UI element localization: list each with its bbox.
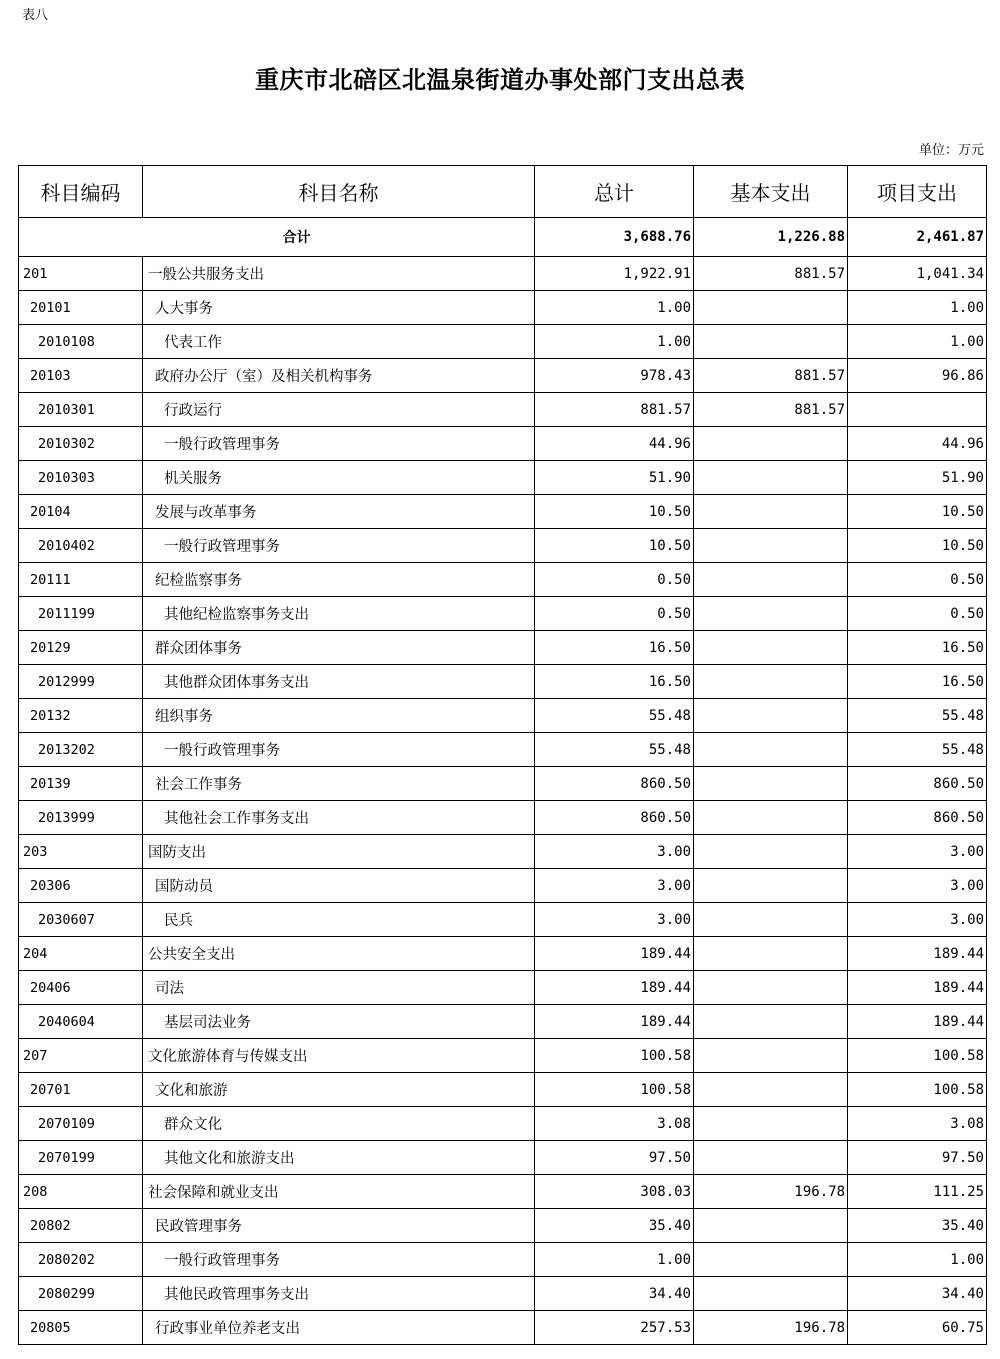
row-name: 其他民政管理事务支出 — [143, 1277, 535, 1311]
row-basic — [694, 767, 848, 801]
table-row — [19, 393, 987, 427]
row-project: 1.00 — [848, 325, 987, 359]
row-basic — [694, 835, 848, 869]
row-project: 60.75 — [848, 1311, 987, 1345]
row-project: 3.00 — [848, 869, 987, 903]
row-code: 2040604 — [19, 1005, 143, 1039]
table-row — [19, 461, 987, 495]
row-code: 20802 — [19, 1209, 143, 1243]
row-basic — [694, 427, 848, 461]
row-basic: 881.57 — [694, 257, 848, 291]
table-row — [19, 1107, 987, 1141]
row-total: 10.50 — [535, 495, 694, 529]
row-code: 20306 — [19, 869, 143, 903]
total-project: 2,461.87 — [848, 218, 987, 257]
row-total: 55.48 — [535, 699, 694, 733]
row-basic — [694, 971, 848, 1005]
header-row — [19, 166, 987, 218]
row-basic — [694, 801, 848, 835]
row-total: 881.57 — [535, 393, 694, 427]
row-basic — [694, 1243, 848, 1277]
row-total: 51.90 — [535, 461, 694, 495]
table-row — [19, 1039, 987, 1073]
table-row — [19, 869, 987, 903]
row-total: 860.50 — [535, 767, 694, 801]
row-name: 民兵 — [143, 903, 535, 937]
row-total: 3.00 — [535, 869, 694, 903]
row-total: 44.96 — [535, 427, 694, 461]
row-basic — [694, 563, 848, 597]
row-name: 政府办公厅（室）及相关机构事务 — [143, 359, 535, 393]
table-row — [19, 665, 987, 699]
table-tag: 表八 — [22, 8, 49, 23]
row-name: 国防动员 — [143, 869, 535, 903]
row-total: 34.40 — [535, 1277, 694, 1311]
table-row — [19, 699, 987, 733]
row-total: 978.43 — [535, 359, 694, 393]
row-total: 97.50 — [535, 1141, 694, 1175]
header-total: 总计 — [535, 166, 694, 218]
row-code: 207 — [19, 1039, 143, 1073]
row-total: 100.58 — [535, 1039, 694, 1073]
table-row — [19, 1005, 987, 1039]
row-project: 1.00 — [848, 291, 987, 325]
table-row — [19, 1311, 987, 1345]
row-total: 189.44 — [535, 971, 694, 1005]
row-name: 机关服务 — [143, 461, 535, 495]
table-row — [19, 767, 987, 801]
total-basic: 1,226.88 — [694, 218, 848, 257]
row-name: 组织事务 — [143, 699, 535, 733]
row-code: 20103 — [19, 359, 143, 393]
row-total: 1.00 — [535, 325, 694, 359]
row-basic — [694, 665, 848, 699]
row-name: 其他文化和旅游支出 — [143, 1141, 535, 1175]
row-code: 204 — [19, 937, 143, 971]
row-total: 35.40 — [535, 1209, 694, 1243]
row-basic — [694, 1209, 848, 1243]
row-basic — [694, 1107, 848, 1141]
row-name: 民政管理事务 — [143, 1209, 535, 1243]
table-row — [19, 631, 987, 665]
row-code: 2030607 — [19, 903, 143, 937]
table-row — [19, 359, 987, 393]
row-project: 97.50 — [848, 1141, 987, 1175]
row-code: 2011199 — [19, 597, 143, 631]
row-total: 3.00 — [535, 903, 694, 937]
total-row — [19, 218, 987, 257]
row-basic — [694, 903, 848, 937]
row-name: 社会工作事务 — [143, 767, 535, 801]
row-code: 208 — [19, 1175, 143, 1209]
table-row — [19, 257, 987, 291]
row-project: 10.50 — [848, 495, 987, 529]
row-total: 10.50 — [535, 529, 694, 563]
row-total: 0.50 — [535, 563, 694, 597]
row-total: 189.44 — [535, 937, 694, 971]
row-project: 35.40 — [848, 1209, 987, 1243]
row-name: 群众团体事务 — [143, 631, 535, 665]
row-code: 20111 — [19, 563, 143, 597]
row-code: 20805 — [19, 1311, 143, 1345]
row-code: 2010303 — [19, 461, 143, 495]
row-code: 20406 — [19, 971, 143, 1005]
row-project: 189.44 — [848, 1005, 987, 1039]
row-basic: 881.57 — [694, 359, 848, 393]
row-name: 行政事业单位养老支出 — [143, 1311, 535, 1345]
row-total: 257.53 — [535, 1311, 694, 1345]
row-basic — [694, 937, 848, 971]
total-label: 合计 — [19, 218, 535, 257]
row-name: 社会保障和就业支出 — [143, 1175, 535, 1209]
row-project: 189.44 — [848, 937, 987, 971]
row-project: 189.44 — [848, 971, 987, 1005]
row-project: 51.90 — [848, 461, 987, 495]
row-code: 2080202 — [19, 1243, 143, 1277]
row-name: 公共安全支出 — [143, 937, 535, 971]
row-code: 2010402 — [19, 529, 143, 563]
row-project: 0.50 — [848, 563, 987, 597]
row-code: 20104 — [19, 495, 143, 529]
row-basic — [694, 597, 848, 631]
row-code: 20101 — [19, 291, 143, 325]
row-basic: 196.78 — [694, 1311, 848, 1345]
row-project: 1,041.34 — [848, 257, 987, 291]
row-total: 1.00 — [535, 1243, 694, 1277]
row-name: 一般行政管理事务 — [143, 529, 535, 563]
table-row — [19, 903, 987, 937]
row-name: 纪检监察事务 — [143, 563, 535, 597]
row-total: 0.50 — [535, 597, 694, 631]
row-project: 16.50 — [848, 665, 987, 699]
row-project: 860.50 — [848, 767, 987, 801]
row-code: 20701 — [19, 1073, 143, 1107]
row-code: 20139 — [19, 767, 143, 801]
row-project — [848, 393, 987, 427]
row-name: 文化和旅游 — [143, 1073, 535, 1107]
row-total: 1.00 — [535, 291, 694, 325]
row-basic — [694, 733, 848, 767]
row-total: 189.44 — [535, 1005, 694, 1039]
table-row — [19, 1243, 987, 1277]
row-project: 55.48 — [848, 699, 987, 733]
row-basic — [694, 461, 848, 495]
row-name: 群众文化 — [143, 1107, 535, 1141]
row-code: 201 — [19, 257, 143, 291]
row-project: 3.08 — [848, 1107, 987, 1141]
table-row — [19, 1209, 987, 1243]
row-code: 2013999 — [19, 801, 143, 835]
row-project: 100.58 — [848, 1073, 987, 1107]
row-code: 20132 — [19, 699, 143, 733]
row-project: 0.50 — [848, 597, 987, 631]
row-project: 3.00 — [848, 903, 987, 937]
row-basic — [694, 1277, 848, 1311]
header-name: 科目名称 — [143, 166, 535, 218]
row-basic — [694, 631, 848, 665]
header-project: 项目支出 — [848, 166, 987, 218]
table-row — [19, 427, 987, 461]
row-basic — [694, 325, 848, 359]
row-total: 55.48 — [535, 733, 694, 767]
row-name: 基层司法业务 — [143, 1005, 535, 1039]
row-code: 2010108 — [19, 325, 143, 359]
table-row — [19, 325, 987, 359]
row-name: 发展与改革事务 — [143, 495, 535, 529]
expenditure-table — [18, 165, 987, 1345]
row-name: 人大事务 — [143, 291, 535, 325]
row-name: 文化旅游体育与传媒支出 — [143, 1039, 535, 1073]
row-project: 96.86 — [848, 359, 987, 393]
row-basic — [694, 529, 848, 563]
row-basic: 881.57 — [694, 393, 848, 427]
row-name: 一般公共服务支出 — [143, 257, 535, 291]
table-row — [19, 801, 987, 835]
table-row — [19, 733, 987, 767]
row-basic — [694, 1073, 848, 1107]
table-row — [19, 1073, 987, 1107]
row-total: 16.50 — [535, 631, 694, 665]
row-name: 其他纪检监察事务支出 — [143, 597, 535, 631]
row-project: 111.25 — [848, 1175, 987, 1209]
row-total: 100.58 — [535, 1073, 694, 1107]
page-title: 重庆市北碚区北温泉街道办事处部门支出总表 — [255, 65, 745, 94]
header-basic: 基本支出 — [694, 166, 848, 218]
row-code: 2080299 — [19, 1277, 143, 1311]
table-row — [19, 495, 987, 529]
header-code: 科目编码 — [19, 166, 143, 218]
row-name: 一般行政管理事务 — [143, 427, 535, 461]
table-row — [19, 529, 987, 563]
row-code: 2070109 — [19, 1107, 143, 1141]
row-name: 行政运行 — [143, 393, 535, 427]
row-basic: 196.78 — [694, 1175, 848, 1209]
row-name: 司法 — [143, 971, 535, 1005]
table-row — [19, 835, 987, 869]
row-basic — [694, 1005, 848, 1039]
table-row — [19, 563, 987, 597]
row-basic — [694, 699, 848, 733]
row-name: 一般行政管理事务 — [143, 733, 535, 767]
row-code: 2010301 — [19, 393, 143, 427]
row-project: 860.50 — [848, 801, 987, 835]
row-project: 44.96 — [848, 427, 987, 461]
row-basic — [694, 869, 848, 903]
table-row — [19, 1277, 987, 1311]
row-project: 1.00 — [848, 1243, 987, 1277]
row-project: 3.00 — [848, 835, 987, 869]
table-row — [19, 291, 987, 325]
table-row — [19, 597, 987, 631]
row-code: 2070199 — [19, 1141, 143, 1175]
row-total: 1,922.91 — [535, 257, 694, 291]
row-total: 308.03 — [535, 1175, 694, 1209]
row-project: 16.50 — [848, 631, 987, 665]
row-basic — [694, 495, 848, 529]
row-code: 203 — [19, 835, 143, 869]
row-total: 3.00 — [535, 835, 694, 869]
row-total: 3.08 — [535, 1107, 694, 1141]
row-total: 860.50 — [535, 801, 694, 835]
unit-label: 单位：万元 — [918, 143, 984, 158]
row-name: 一般行政管理事务 — [143, 1243, 535, 1277]
row-code: 2012999 — [19, 665, 143, 699]
row-name: 其他社会工作事务支出 — [143, 801, 535, 835]
row-project: 55.48 — [848, 733, 987, 767]
table-row — [19, 1141, 987, 1175]
row-basic — [694, 291, 848, 325]
row-name: 国防支出 — [143, 835, 535, 869]
row-code: 2010302 — [19, 427, 143, 461]
table-row — [19, 937, 987, 971]
total-total: 3,688.76 — [535, 218, 694, 257]
row-name: 代表工作 — [143, 325, 535, 359]
row-name: 其他群众团体事务支出 — [143, 665, 535, 699]
row-basic — [694, 1039, 848, 1073]
row-total: 16.50 — [535, 665, 694, 699]
row-code: 2013202 — [19, 733, 143, 767]
row-project: 100.58 — [848, 1039, 987, 1073]
row-code: 20129 — [19, 631, 143, 665]
row-project: 10.50 — [848, 529, 987, 563]
table-row — [19, 971, 987, 1005]
row-basic — [694, 1141, 848, 1175]
table-row — [19, 1175, 987, 1209]
row-project: 34.40 — [848, 1277, 987, 1311]
